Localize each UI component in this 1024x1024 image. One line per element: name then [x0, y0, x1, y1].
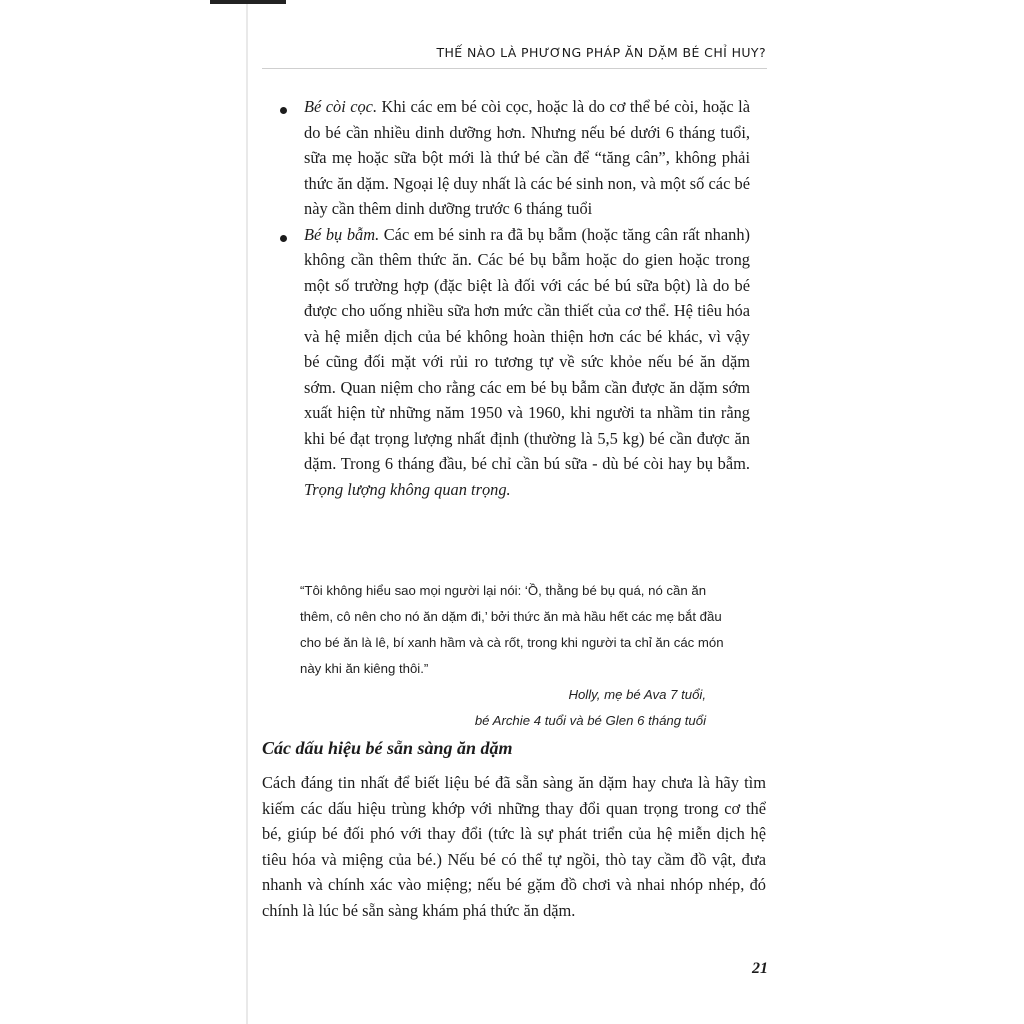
page-edge-shadow: [246, 0, 248, 1024]
section-paragraph: Cách đáng tin nhất để biết liệu bé đã sẵn sàng ăn dặm hay chưa là hãy tìm kiếm các dấu hiệu trùng khớp với những thay đổi quan trọng trong cơ thể bé, giúp bé đối phó với thay đổi (tức là sự phát triển của hệ miễn dịch hệ tiêu hóa và miệng của bé.) Nếu bé có thể tự ngồi, thò tay cầm đồ vật, đưa nhanh và chính xác vào miệng; nếu bé gặm đồ chơi và nhai nhóp nhép, đó chính là lúc bé sẵn sàng khám phá thức ăn dặm.: [262, 773, 766, 920]
bullet-dot-icon: [280, 235, 287, 242]
bullet-term: Bé bụ bẫm.: [304, 224, 380, 244]
bullet-emphasis: Trọng lượng không quan trọng.: [304, 479, 511, 499]
section-heading: Các dấu hiệu bé sẵn sàng ăn dặm: [262, 738, 513, 758]
quote-attribution-line-2: bé Archie 4 tuổi và bé Glen 6 tháng tuổi: [474, 713, 706, 728]
quote-attribution-line-1: Holly, mẹ bé Ava 7 tuổi,: [568, 687, 706, 702]
top-rule: [210, 0, 286, 4]
bullet-text: Khi các em bé còi cọc, hoặc là do cơ thể bé còi, hoặc là do bé cần nhiều dinh dưỡng hơn. Nhưng nếu bé dưới 6 tháng tuổi, sữa mẹ hoặc sữa bột mới là thứ bé cần để “tăng cân”, không phải thức ăn dặm. Ngoại lệ duy nhất là các bé sinh non, và một số các bé này cần thêm dinh dưỡng trước 6 tháng tuổi: [304, 97, 750, 218]
quote-text: “Tôi không hiểu sao mọi người lại nói: ‘Ồ, thằng bé bụ quá, nó cần ăn thêm, cô nên cho nó ăn dặm đi,’ bởi thức ăn mà hầu hết các mẹ bắt đầu cho bé ăn là lê, bí xanh hầm và cà rốt, trong khi người ta chỉ ăn các món này khi ăn kiêng thôi.”: [300, 583, 724, 676]
bullet-paragraph: [304, 222, 750, 503]
bullet-item-coi-coc: [280, 94, 750, 222]
page-number: 21: [752, 960, 768, 977]
bullet-paragraph: [304, 94, 750, 222]
running-head: THẾ NÀO LÀ PHƯƠNG PHÁP ĂN DẶM BÉ CHỈ HUY?: [436, 45, 766, 60]
pull-quote: [300, 578, 730, 734]
bullet-dot-icon: [280, 107, 287, 114]
bullet-list: [280, 94, 750, 502]
header-divider: [262, 68, 767, 69]
bullet-term: Bé còi cọc.: [304, 97, 378, 116]
bullet-text: Các em bé sinh ra đã bụ bẫm (hoặc tăng cân rất nhanh) không cần thêm thức ăn. Các bé bụ bẫm hoặc do gien hoặc trong một số trường hợp (đặc biệt là đối với các bé bú sữa bột) là do bé được cho uống nhiều sữa hơn mức cần thiết của cơ thể. Hệ tiêu hóa và hệ miễn dịch của bé không hoàn thiện hơn các bé khác, vì vậy bé cũng đối mặt với rủi ro tương tự về sức khỏe nếu bé ăn dặm sớm. Quan niệm cho rằng các em bé bụ bẫm cần được ăn dặm sớm xuất hiện từ những năm 1950 và 1960, khi người ta nhầm tin rằng khi bé đạt trọng lượng nhất định (thường là 5,5 kg) bé cần được ăn dặm. Trong 6 tháng đầu, bé chỉ cần bú sữa - dù bé còi hay bụ bẫm.: [304, 224, 750, 473]
bullet-item-bu-bam: [280, 222, 750, 503]
